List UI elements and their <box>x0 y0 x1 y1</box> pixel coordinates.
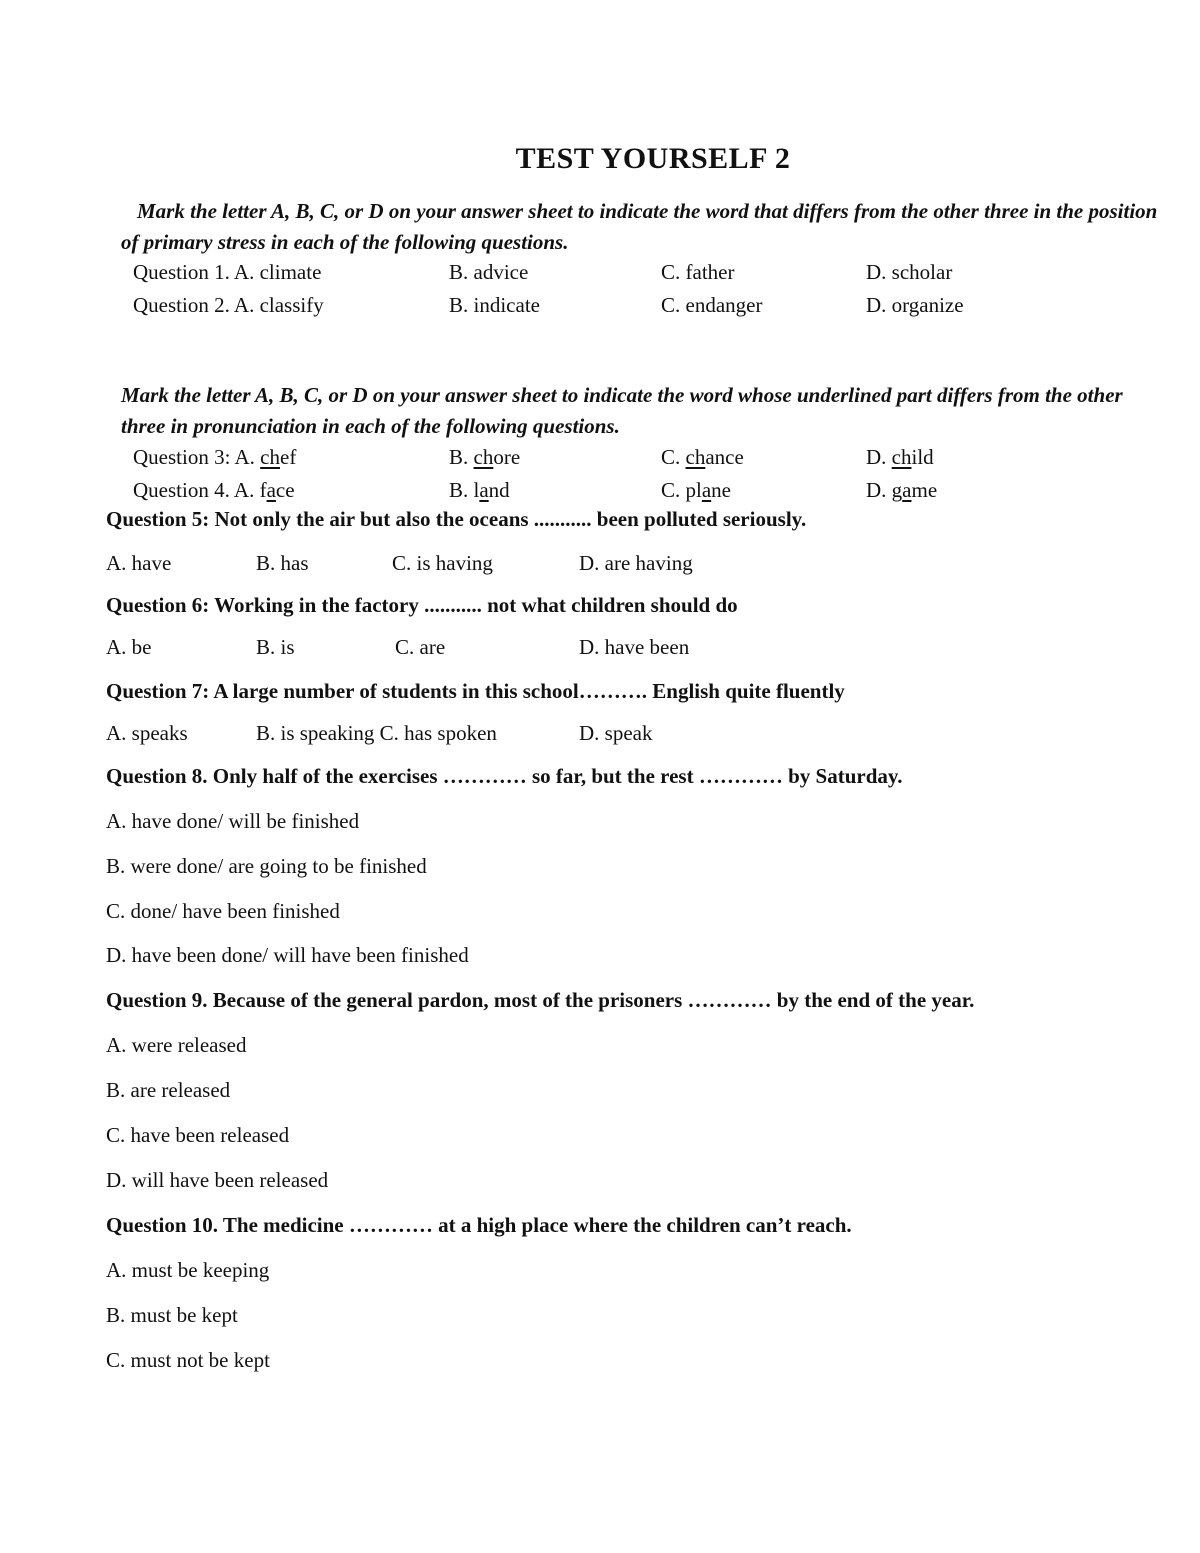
q9-option-c: C. have been released <box>106 1123 290 1147</box>
stress-instruction-text: Mark the letter A, B, C, or D on your answer sheet to indicate the word that differs from the other three in the position of primary stress in each of the following questions. <box>121 199 1158 254</box>
q4-option-d: D. game <box>866 478 938 502</box>
question-2-row <box>0 293 1200 323</box>
q2-option-d: D. organize <box>866 293 964 317</box>
q8-option-c: C. done/ have been finished <box>106 899 340 923</box>
q9-option-b: B. are released <box>106 1078 231 1102</box>
q3-option-b: B. chore <box>449 445 521 469</box>
question-9-stem: Question 9. Because of the general pardon, most of the prisoners ………… by the end of the year. <box>106 988 975 1012</box>
q7-option-d: D. speak <box>579 721 653 745</box>
q10-option-a: A. must be keeping <box>106 1258 270 1282</box>
q8-option-d: D. have been done/ will have been finished <box>106 943 469 967</box>
q6-option-a: A. be <box>106 635 152 659</box>
q4-option-b: B. land <box>449 478 510 502</box>
q2-option-c: C. endanger <box>661 293 763 317</box>
question-5-stem: Question 5: Not only the air but also the oceans ........... been polluted seriously. <box>106 507 807 531</box>
q5-option-a: A. have <box>106 551 172 575</box>
stress-instruction <box>121 196 1171 258</box>
q1-option-d: D. scholar <box>866 260 953 284</box>
q9-option-a: A. were released <box>106 1033 247 1057</box>
q4-option-a: Question 4. A. face <box>133 478 295 502</box>
q1-label-option-a: Question 1. A. climate <box>133 260 322 284</box>
q2-label-option-a: Question 2. A. classify <box>133 293 324 317</box>
question-8-stem: Question 8. Only half of the exercises ………… so far, but the rest ………… by Saturday. <box>106 764 903 788</box>
q1-option-c: C. father <box>661 260 735 284</box>
question-3-row <box>0 445 1200 475</box>
q4-option-c: C. plane <box>661 478 731 502</box>
q3-option-c: C. chance <box>661 445 744 469</box>
q8-option-a: A. have done/ will be finished <box>106 809 360 833</box>
q10-option-b: B. must be kept <box>106 1303 238 1327</box>
q6-option-b: B. is <box>256 635 295 659</box>
q6-option-d: D. have been <box>579 635 690 659</box>
question-4-row <box>0 478 1200 508</box>
question-7-stem: Question 7: A large number of students in this school………. English quite fluently <box>106 679 845 703</box>
q7-option-b-c: B. is speaking C. has spoken <box>256 721 497 745</box>
q5-option-b: B. has <box>256 551 309 575</box>
question-6-stem: Question 6: Working in the factory ........... not what children should do <box>106 593 738 617</box>
pronunciation-instruction: Mark the letter A, B, C, or D on your answer sheet to indicate the word whose underlined part differs from the other three in pronunciation in each of the following questions. <box>121 383 1123 438</box>
q5-option-d: D. are having <box>579 551 693 575</box>
question-10-stem: Question 10. The medicine ………… at a high place where the children can’t reach. <box>106 1213 852 1237</box>
q7-option-a: A. speaks <box>106 721 188 745</box>
q8-option-b: B. were done/ are going to be finished <box>106 854 427 878</box>
q6-option-c: C. are <box>395 635 446 659</box>
q3-option-d: D. child <box>866 445 934 469</box>
q3-option-a: Question 3: A. chef <box>133 445 297 469</box>
q2-option-b: B. indicate <box>449 293 540 317</box>
question-1-row <box>0 260 1200 290</box>
q10-option-c: C. must not be kept <box>106 1348 270 1372</box>
q9-option-d: D. will have been released <box>106 1168 329 1192</box>
q1-option-b: B. advice <box>449 260 529 284</box>
page-title: TEST YOURSELF 2 <box>515 142 791 175</box>
q5-option-c: C. is having <box>392 551 493 575</box>
